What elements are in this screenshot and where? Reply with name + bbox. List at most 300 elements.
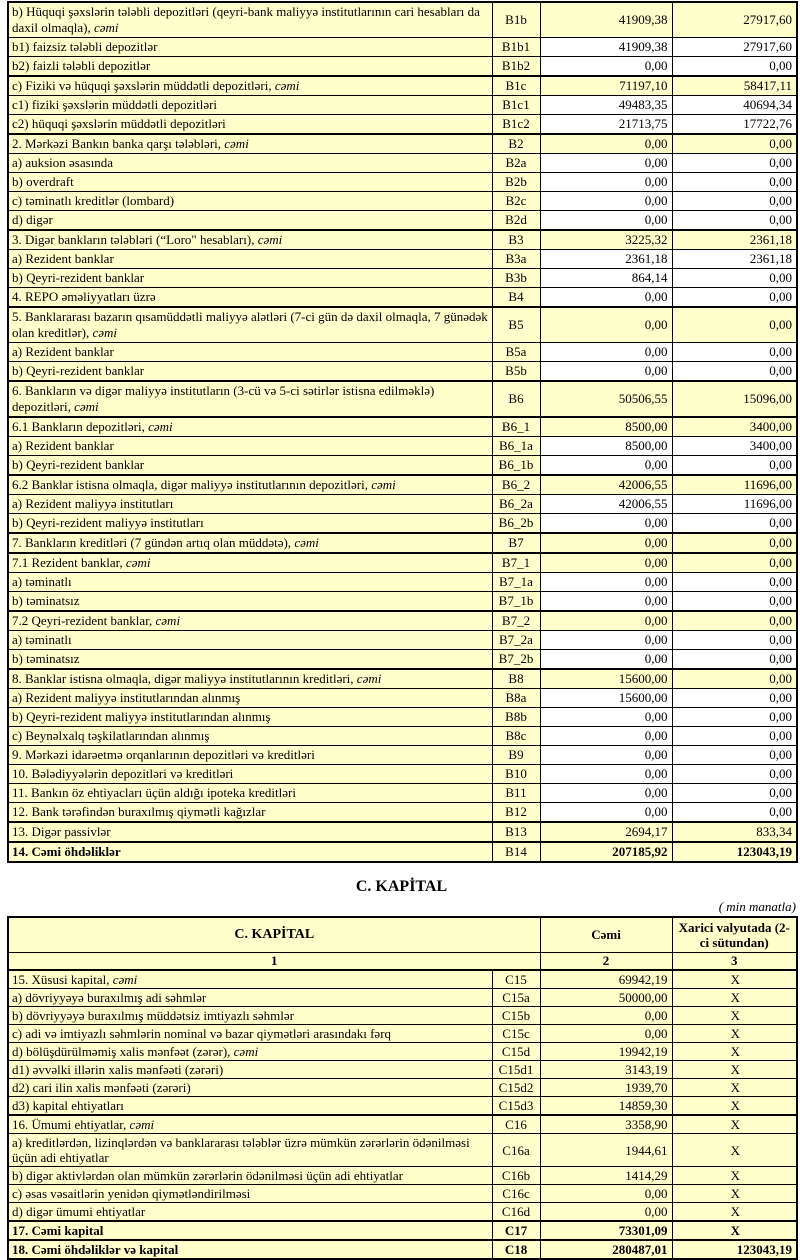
row-code-cell: B2b (492, 173, 540, 192)
table-row (8, 1134, 797, 1167)
table-row (8, 1185, 797, 1203)
row-foreign-currency-value-cell: X (672, 1097, 797, 1116)
row-code-cell: B6_2 (492, 475, 540, 495)
row-foreign-currency-value-cell: X (672, 1061, 797, 1079)
row-foreign-currency-value-cell: 0,00 (672, 746, 797, 765)
row-code-cell: C15 (492, 970, 540, 989)
table-row (8, 437, 797, 456)
row-code-cell: B2d (492, 211, 540, 231)
row-foreign-currency-value-cell: 0,00 (672, 784, 797, 803)
row-total-value-cell: 0,00 (540, 154, 672, 173)
row-foreign-currency-value-cell: 2361,18 (672, 230, 797, 250)
row-label-cell: 12. Bank tərəfindən buraxılmış qiymətli kağızlar (8, 803, 492, 823)
row-total-value-cell: 0,00 (540, 362, 672, 382)
table-row (8, 611, 797, 631)
table-row (8, 1025, 797, 1043)
row-label-italic-suffix: cəmi (112, 972, 138, 987)
row-label-italic-suffix: cəmi (148, 419, 173, 434)
row-label-cell: 13. Digər passivlər (8, 822, 492, 842)
row-total-value-cell: 0,00 (540, 650, 672, 670)
row-label-cell: c2) hüquqi şəxslərin müddətli depozitləri (8, 115, 492, 135)
row-foreign-currency-value-cell: 15096,00 (672, 381, 797, 417)
row-label-cell: 11. Bankın öz ehtiyacları üçün aldığı ipoteka kreditləri (8, 784, 492, 803)
row-total-value-cell: 0,00 (540, 727, 672, 746)
row-total-value-cell: 8500,00 (540, 437, 672, 456)
table-row (8, 307, 797, 343)
capital-colnum-row (8, 953, 797, 971)
row-label-cell: d) digər (8, 211, 492, 231)
row-total-value-cell: 0,00 (540, 343, 672, 362)
row-code-cell: C16d (492, 1203, 540, 1222)
row-label-italic-suffix: cəmi (155, 613, 181, 628)
row-code-cell: B10 (492, 765, 540, 784)
table-row (8, 154, 797, 173)
row-total-value-cell: 0,00 (540, 592, 672, 612)
row-code-cell: B8b (492, 708, 540, 727)
row-label-italic-suffix: cəmi (125, 555, 151, 570)
row-label-italic-suffix: cəmi (224, 136, 249, 151)
table-row (8, 669, 797, 689)
row-total-value-cell: 2361,18 (540, 250, 672, 269)
row-foreign-currency-value-cell: X (672, 1203, 797, 1222)
table-row (8, 1061, 797, 1079)
table-row (8, 115, 797, 135)
row-code-cell: B5 (492, 307, 540, 343)
row-label-cell: 5. Banklararası bazarın qısamüddətli maliyyə alətləri (7-ci gün də daxil olmaqla, 7 günədək olan kreditlər), cəmi (8, 307, 492, 343)
row-foreign-currency-value-cell: 2361,18 (672, 250, 797, 269)
row-label-cell: c) Fiziki və hüquqi şəxslərin müddətli depozitləri, cəmi (8, 76, 492, 96)
capital-header-fx: Xarici valyutada (2-ci sütundan) (672, 917, 797, 953)
table-row (8, 1167, 797, 1185)
row-code-cell: C18 (492, 1240, 540, 1259)
row-label-cell: 7.1 Rezident banklar, cəmi (8, 553, 492, 573)
table-row (8, 38, 797, 57)
row-total-value-cell: 42006,55 (540, 495, 672, 514)
row-label-cell: d) bölüşdürülməmiş xalis mənfəət (zərər), cəmi (8, 1043, 492, 1061)
row-foreign-currency-value-cell: 3400,00 (672, 417, 797, 437)
row-label-cell: b) dövriyyəyə buraxılmış müddətsiz imtiyazlı səhmlər (8, 1007, 492, 1025)
row-label-cell: b) Hüquqi şəxslərin tələbli depozitləri (qeyri-bank maliyyə institutlarının cari hesabları da daxil olmaqla), cəmi (8, 2, 492, 38)
table-row (8, 727, 797, 746)
row-label-cell: a) auksion əsasında (8, 154, 492, 173)
table-row (8, 1115, 797, 1134)
table-row (8, 650, 797, 670)
row-total-value-cell: 0,00 (540, 288, 672, 308)
row-label-cell: b) overdraft (8, 173, 492, 192)
row-foreign-currency-value-cell: 0,00 (672, 269, 797, 288)
row-label-cell: 4. REPO əməliyyatları üzrə (8, 288, 492, 308)
row-foreign-currency-value-cell: 0,00 (672, 173, 797, 192)
row-foreign-currency-value-cell: 0,00 (672, 631, 797, 650)
table-row (8, 495, 797, 514)
row-foreign-currency-value-cell: X (672, 1185, 797, 1203)
capital-table (7, 916, 798, 1260)
row-label-italic-suffix: cəmi (294, 535, 319, 550)
row-foreign-currency-value-cell: 17722,76 (672, 115, 797, 135)
row-total-value-cell: 1944,61 (540, 1134, 672, 1167)
row-foreign-currency-value-cell: 0,00 (672, 362, 797, 382)
row-total-value-cell: 0,00 (540, 173, 672, 192)
table-row (8, 1007, 797, 1025)
table-row (8, 1043, 797, 1061)
row-label-cell: c) təminatlı kreditlər (lombard) (8, 192, 492, 211)
row-foreign-currency-value-cell: 0,00 (672, 573, 797, 592)
row-foreign-currency-value-cell: 123043,19 (672, 1240, 797, 1259)
row-label-italic-suffix: cəmi (129, 1117, 155, 1132)
row-code-cell: B7_2b (492, 650, 540, 670)
row-label-cell: 6.1 Bankların depozitləri, cəmi (8, 417, 492, 437)
liabilities-table (7, 1, 798, 863)
row-code-cell: B2 (492, 134, 540, 154)
row-foreign-currency-value-cell: X (672, 1134, 797, 1167)
row-label-cell: c) əsas vəsaitlərin yenidən qiymətləndirilməsi (8, 1185, 492, 1203)
row-code-cell: B7_1a (492, 573, 540, 592)
row-label-cell: b) təminatsız (8, 650, 492, 670)
row-total-value-cell: 8500,00 (540, 417, 672, 437)
row-foreign-currency-value-cell: X (672, 1007, 797, 1025)
row-label-cell: 10. Bələdiyyələrin depozitləri və kreditləri (8, 765, 492, 784)
capital-header-title: C. KAPİTAL (8, 917, 540, 953)
table-row (8, 708, 797, 727)
row-code-cell: B2a (492, 154, 540, 173)
row-total-value-cell: 0,00 (540, 1203, 672, 1222)
row-code-cell: C15d3 (492, 1097, 540, 1116)
row-total-value-cell: 0,00 (540, 765, 672, 784)
row-label-cell: 8. Banklar istisna olmaqla, digər maliyyə institutlarının kreditləri, cəmi (8, 669, 492, 689)
capital-header-row (8, 917, 797, 953)
row-label-italic-suffix: cəmi (257, 232, 283, 247)
row-label-cell: a) Rezident maliyyə institutları (8, 495, 492, 514)
row-code-cell: B7_1 (492, 553, 540, 573)
row-total-value-cell: 15600,00 (540, 689, 672, 708)
row-label-cell: b) Qeyri-rezident maliyyə institutlarından alınmış (8, 708, 492, 727)
row-code-cell: C16b (492, 1167, 540, 1185)
row-foreign-currency-value-cell: 0,00 (672, 533, 797, 553)
row-total-value-cell: 14859,30 (540, 1097, 672, 1116)
row-label-cell: a) təminatlı (8, 573, 492, 592)
row-total-value-cell: 3358,90 (540, 1115, 672, 1134)
table-row (8, 269, 797, 288)
row-code-cell: B6_2b (492, 514, 540, 534)
row-code-cell: C15c (492, 1025, 540, 1043)
row-foreign-currency-value-cell: 0,00 (672, 154, 797, 173)
row-code-cell: B14 (492, 842, 540, 862)
row-foreign-currency-value-cell: 0,00 (672, 708, 797, 727)
table-row (8, 475, 797, 495)
row-code-cell: C17 (492, 1221, 540, 1240)
table-row (8, 211, 797, 231)
table-row (8, 362, 797, 382)
table-row (8, 553, 797, 573)
table-row (8, 456, 797, 476)
table-row (8, 57, 797, 77)
row-code-cell: B7_1b (492, 592, 540, 612)
row-code-cell: B4 (492, 288, 540, 308)
row-foreign-currency-value-cell: 0,00 (672, 592, 797, 612)
row-label-cell: d1) əvvəlki illərin xalis mənfəəti (zərəri) (8, 1061, 492, 1079)
table-row (8, 970, 797, 989)
row-label-italic-suffix: cəmi (274, 78, 300, 93)
table-row (8, 689, 797, 708)
table-row (8, 343, 797, 362)
row-foreign-currency-value-cell: 0,00 (672, 57, 797, 77)
row-code-cell: C16 (492, 1115, 540, 1134)
row-total-value-cell: 41909,38 (540, 38, 672, 57)
row-total-value-cell: 0,00 (540, 533, 672, 553)
row-code-cell: B6_1a (492, 437, 540, 456)
table-row (8, 1240, 797, 1259)
row-total-value-cell: 1414,29 (540, 1167, 672, 1185)
row-foreign-currency-value-cell: 40694,34 (672, 96, 797, 115)
row-label-cell: 2. Mərkəzi Bankın banka qarşı tələbləri, cəmi (8, 134, 492, 154)
row-total-value-cell: 0,00 (540, 514, 672, 534)
row-foreign-currency-value-cell: 58417,11 (672, 76, 797, 96)
row-total-value-cell: 0,00 (540, 611, 672, 631)
table-row (8, 96, 797, 115)
capital-section-title: C. KAPİTAL (355, 878, 448, 895)
row-foreign-currency-value-cell: 11696,00 (672, 475, 797, 495)
row-label-cell: 6.2 Banklar istisna olmaqla, digər maliyyə institutlarının depozitləri, cəmi (8, 475, 492, 495)
row-code-cell: B11 (492, 784, 540, 803)
row-code-cell: B8a (492, 689, 540, 708)
row-total-value-cell: 207185,92 (540, 842, 672, 862)
row-foreign-currency-value-cell: X (672, 1115, 797, 1134)
row-label-cell: b) Qeyri-rezident banklar (8, 362, 492, 382)
row-code-cell: C15d1 (492, 1061, 540, 1079)
row-label-cell: a) Rezident banklar (8, 250, 492, 269)
row-total-value-cell: 15600,00 (540, 669, 672, 689)
table-row (8, 842, 797, 862)
row-total-value-cell: 50506,55 (540, 381, 672, 417)
table-row (8, 784, 797, 803)
row-label-cell: 17. Cəmi kapital (8, 1221, 492, 1240)
row-code-cell: B8c (492, 727, 540, 746)
unit-note: ( min manatla) (718, 899, 796, 914)
row-code-cell: C15b (492, 1007, 540, 1025)
row-total-value-cell: 0,00 (540, 211, 672, 231)
row-total-value-cell: 0,00 (540, 134, 672, 154)
row-code-cell: B8 (492, 669, 540, 689)
row-label-cell: d) digər ümumi ehtiyatlar (8, 1203, 492, 1222)
row-label-cell: 7.2 Qeyri-rezident banklar, cəmi (8, 611, 492, 631)
row-code-cell: C15d (492, 1043, 540, 1061)
row-label-cell: b1) faizsiz tələbli depozitlər (8, 38, 492, 57)
row-code-cell: C16c (492, 1185, 540, 1203)
row-code-cell: B5a (492, 343, 540, 362)
row-foreign-currency-value-cell: X (672, 1043, 797, 1061)
row-total-value-cell: 0,00 (540, 553, 672, 573)
row-label-italic-suffix: cəmi (74, 399, 99, 414)
row-code-cell: B1b2 (492, 57, 540, 77)
colnum-2: 2 (540, 953, 672, 971)
row-code-cell: B3 (492, 230, 540, 250)
row-code-cell: B3b (492, 269, 540, 288)
row-label-cell: 16. Ümumi ehtiyatlar, cəmi (8, 1115, 492, 1134)
table-row (8, 533, 797, 553)
row-code-cell: B3a (492, 250, 540, 269)
row-foreign-currency-value-cell: X (672, 1025, 797, 1043)
table-row (8, 1221, 797, 1240)
row-total-value-cell: 2694,17 (540, 822, 672, 842)
table-row (8, 1203, 797, 1222)
row-code-cell: B1c2 (492, 115, 540, 135)
row-total-value-cell: 0,00 (540, 57, 672, 77)
row-label-cell: b) digər aktivlərdən olan mümkün zərərlərin ödənilməsi üçün adi ehtiyatlar (8, 1167, 492, 1185)
table-row (8, 288, 797, 308)
row-code-cell: B6_2a (492, 495, 540, 514)
row-label-cell: a) Rezident banklar (8, 437, 492, 456)
row-label-cell: a) təminatlı (8, 631, 492, 650)
row-label-italic-suffix: cəmi (356, 671, 382, 686)
row-total-value-cell: 0,00 (540, 1185, 672, 1203)
row-foreign-currency-value-cell: 11696,00 (672, 495, 797, 514)
table-row (8, 573, 797, 592)
table-row (8, 173, 797, 192)
row-total-value-cell: 3225,32 (540, 230, 672, 250)
row-total-value-cell: 42006,55 (540, 475, 672, 495)
row-foreign-currency-value-cell: 0,00 (672, 611, 797, 631)
row-foreign-currency-value-cell: X (672, 1079, 797, 1097)
row-foreign-currency-value-cell: 833,34 (672, 822, 797, 842)
row-foreign-currency-value-cell: 0,00 (672, 553, 797, 573)
row-code-cell: B6 (492, 381, 540, 417)
row-code-cell: B1b (492, 2, 540, 38)
capital-header-total: Cəmi (540, 917, 672, 953)
row-total-value-cell: 0,00 (540, 1007, 672, 1025)
row-label-cell: c1) fiziki şəxslərin müddətli depozitləri (8, 96, 492, 115)
row-foreign-currency-value-cell: 0,00 (672, 669, 797, 689)
row-foreign-currency-value-cell: 0,00 (672, 803, 797, 823)
row-label-cell: b2) faizli tələbli depozitlər (8, 57, 492, 77)
row-code-cell: B1c (492, 76, 540, 96)
table-row (8, 765, 797, 784)
table-row (8, 822, 797, 842)
row-total-value-cell: 21713,75 (540, 115, 672, 135)
row-label-cell: b) Qeyri-rezident banklar (8, 269, 492, 288)
row-total-value-cell: 50000,00 (540, 989, 672, 1007)
row-foreign-currency-value-cell: 27917,60 (672, 38, 797, 57)
row-code-cell: B5b (492, 362, 540, 382)
row-label-cell: b) Qeyri-rezident banklar (8, 456, 492, 476)
row-label-cell: 9. Mərkəzi idarəetmə orqanlarının depozitləri və kreditləri (8, 746, 492, 765)
row-label-italic-suffix: cəmi (92, 325, 118, 340)
row-total-value-cell: 73301,09 (540, 1221, 672, 1240)
row-total-value-cell: 0,00 (540, 803, 672, 823)
row-total-value-cell: 0,00 (540, 746, 672, 765)
row-total-value-cell: 49483,35 (540, 96, 672, 115)
row-label-italic-suffix: cəmi (233, 1044, 259, 1059)
row-total-value-cell: 3143,19 (540, 1061, 672, 1079)
row-label-italic-suffix: cəmi (93, 20, 119, 35)
row-total-value-cell: 69942,19 (540, 970, 672, 989)
table-row (8, 1097, 797, 1116)
row-label-cell: 14. Cəmi öhdəliklər (8, 842, 492, 862)
balance-sheet-page (0, 1, 800, 1257)
row-foreign-currency-value-cell: X (672, 989, 797, 1007)
colnum-1: 1 (8, 953, 540, 971)
row-label-cell: a) kreditlərdən, lizinqlərdən və banklararası tələblər üzrə mümkün zərərlərin ödənilməsi üçün adi ehtiyatlar (8, 1134, 492, 1167)
row-total-value-cell: 864,14 (540, 269, 672, 288)
table-row (8, 1079, 797, 1097)
row-code-cell: B1b1 (492, 38, 540, 57)
row-code-cell: C16a (492, 1134, 540, 1167)
table-row (8, 803, 797, 823)
row-foreign-currency-value-cell: 0,00 (672, 765, 797, 784)
table-row (8, 134, 797, 154)
row-total-value-cell: 0,00 (540, 192, 672, 211)
row-code-cell: B7_2 (492, 611, 540, 631)
table-row (8, 514, 797, 534)
row-total-value-cell: 0,00 (540, 456, 672, 476)
row-foreign-currency-value-cell: 0,00 (672, 288, 797, 308)
row-total-value-cell: 0,00 (540, 708, 672, 727)
row-label-cell: b) Qeyri-rezident maliyyə institutları (8, 514, 492, 534)
row-foreign-currency-value-cell: 0,00 (672, 343, 797, 362)
row-foreign-currency-value-cell: 3400,00 (672, 437, 797, 456)
row-foreign-currency-value-cell: 0,00 (672, 307, 797, 343)
row-label-cell: 3. Digər bankların tələbləri (“Loro" hesabları), cəmi (8, 230, 492, 250)
table-row (8, 192, 797, 211)
table-row (8, 76, 797, 96)
row-label-cell: c) adi və imtiyazlı səhmlərin nominal və bazar qiymətləri arasındakı fərq (8, 1025, 492, 1043)
row-foreign-currency-value-cell: X (672, 1221, 797, 1240)
row-foreign-currency-value-cell: X (672, 970, 797, 989)
row-code-cell: B13 (492, 822, 540, 842)
row-total-value-cell: 41909,38 (540, 2, 672, 38)
table-row (8, 989, 797, 1007)
row-foreign-currency-value-cell: 123043,19 (672, 842, 797, 862)
table-row (8, 230, 797, 250)
row-code-cell: C15d2 (492, 1079, 540, 1097)
table-row (8, 381, 797, 417)
row-foreign-currency-value-cell: 0,00 (672, 192, 797, 211)
row-foreign-currency-value-cell: 0,00 (672, 211, 797, 231)
row-foreign-currency-value-cell: 0,00 (672, 456, 797, 476)
row-code-cell: B7_2a (492, 631, 540, 650)
row-label-cell: b) təminatsız (8, 592, 492, 612)
table-row (8, 417, 797, 437)
row-foreign-currency-value-cell: X (672, 1167, 797, 1185)
row-label-italic-suffix: cəmi (371, 477, 396, 492)
row-label-cell: 6. Bankların və digər maliyyə institutların (3-cü və 5-ci sətirlər istisna edilməklə) depozitləri, cəmi (8, 381, 492, 417)
row-total-value-cell: 0,00 (540, 573, 672, 592)
row-foreign-currency-value-cell: 0,00 (672, 689, 797, 708)
row-label-cell: a) Rezident banklar (8, 343, 492, 362)
row-code-cell: B6_1 (492, 417, 540, 437)
row-code-cell: C15a (492, 989, 540, 1007)
row-code-cell: B2c (492, 192, 540, 211)
row-foreign-currency-value-cell: 0,00 (672, 514, 797, 534)
row-total-value-cell: 0,00 (540, 1025, 672, 1043)
row-label-cell: a) Rezident maliyyə institutlarından alınmış (8, 689, 492, 708)
row-code-cell: B12 (492, 803, 540, 823)
row-label-cell: d3) kapital ehtiyatları (8, 1097, 492, 1116)
row-code-cell: B1c1 (492, 96, 540, 115)
row-code-cell: B6_1b (492, 456, 540, 476)
table-row (8, 250, 797, 269)
row-total-value-cell: 71197,10 (540, 76, 672, 96)
row-foreign-currency-value-cell: 0,00 (672, 650, 797, 670)
row-label-cell: a) dövriyyəyə buraxılmış adi səhmlər (8, 989, 492, 1007)
table-row (8, 631, 797, 650)
row-code-cell: B9 (492, 746, 540, 765)
table-row (8, 592, 797, 612)
row-label-cell: 18. Cəmi öhdəliklər və kapital (8, 1240, 492, 1259)
colnum-3: 3 (672, 953, 797, 971)
row-total-value-cell: 0,00 (540, 784, 672, 803)
row-label-cell: c) Beynəlxalq təşkilatlarından alınmış (8, 727, 492, 746)
row-total-value-cell: 0,00 (540, 307, 672, 343)
